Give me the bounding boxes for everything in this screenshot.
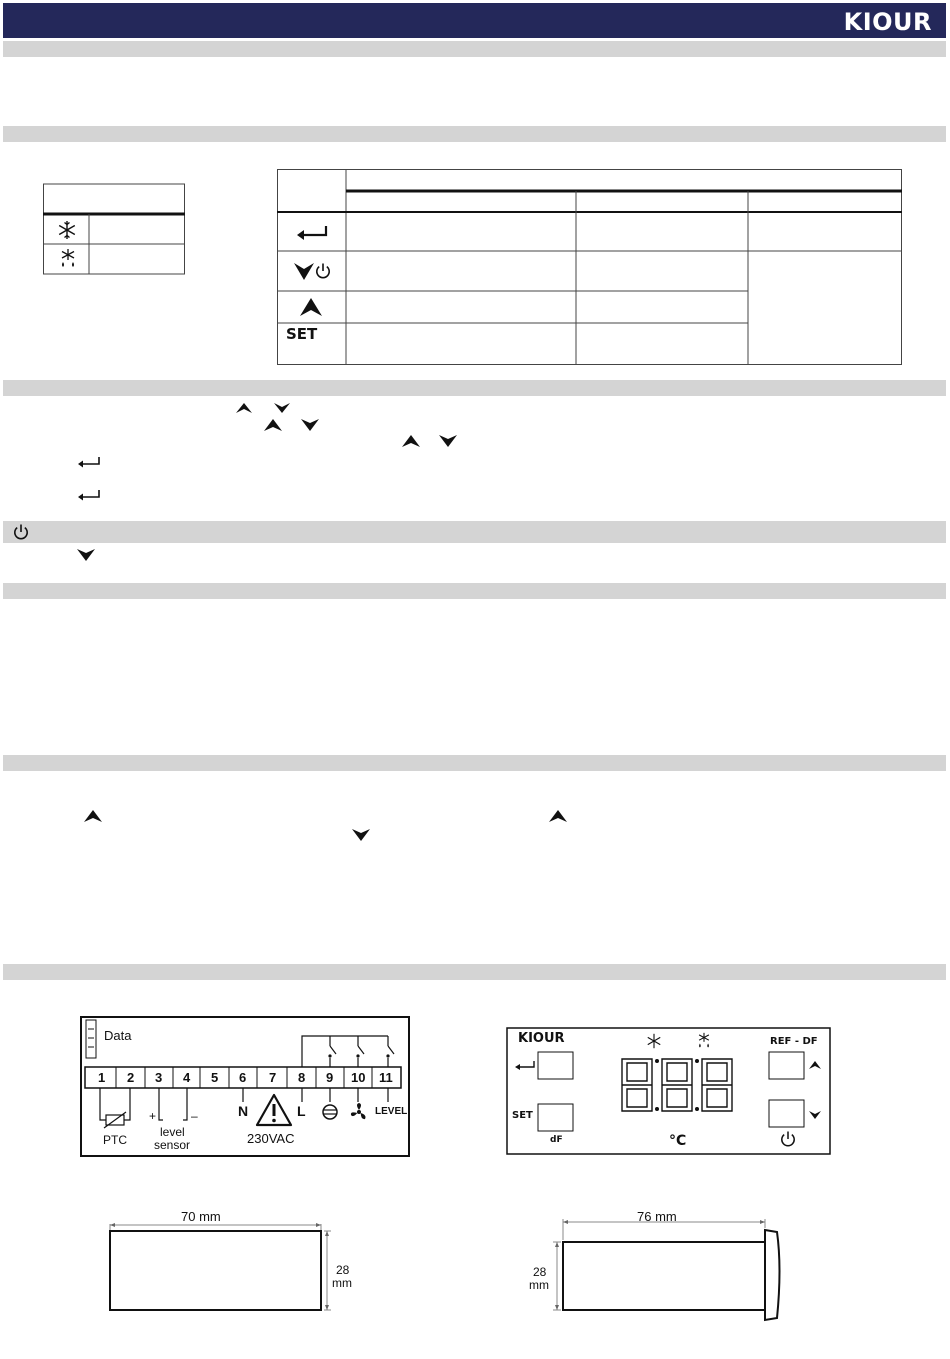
section-bar-2 — [3, 126, 946, 142]
df-label: dF — [550, 1135, 563, 1145]
section-bar-6 — [3, 964, 946, 980]
fan-icon — [349, 1102, 369, 1122]
minus-sign: – — [191, 1109, 198, 1123]
enter-arrow-icon — [77, 489, 101, 501]
set-key-label: SET — [286, 325, 318, 343]
terminal-9: 9 — [326, 1070, 334, 1085]
front-dimension-drawing — [105, 1208, 365, 1316]
terminal-6: 6 — [239, 1070, 247, 1085]
power-icon — [314, 262, 332, 280]
terminal-5: 5 — [211, 1070, 219, 1085]
front-height-label-1: 28 — [336, 1263, 350, 1277]
down-arrow-icon — [273, 402, 291, 414]
section-bar-5 — [3, 755, 946, 771]
plus-sign: + — [149, 1109, 157, 1123]
up-arrow-icon — [263, 418, 283, 432]
terminal-4: 4 — [183, 1070, 191, 1085]
down-arrow-icon — [808, 1110, 822, 1120]
terminal-8: 8 — [298, 1070, 306, 1085]
side-height-label-2: mm — [529, 1278, 549, 1292]
brand-logo: KIOUR — [843, 8, 932, 36]
defrost-icon — [57, 248, 79, 270]
down-arrow-icon — [293, 261, 315, 281]
unit-label: °C — [669, 1133, 687, 1149]
level-sensor-label-2: sensor — [154, 1138, 191, 1152]
snowflake-icon — [646, 1033, 662, 1049]
warning-icon — [255, 1093, 293, 1127]
panel-brand: KIOUR — [518, 1031, 565, 1046]
down-arrow-icon — [351, 828, 371, 842]
voltage-label: 230VAC — [247, 1131, 295, 1146]
up-arrow-icon — [401, 434, 421, 448]
terminal-2: 2 — [127, 1070, 135, 1085]
front-width-label: 70 mm — [181, 1209, 221, 1224]
front-height-label-2: mm — [332, 1276, 352, 1290]
side-width-label: 76 mm — [637, 1209, 677, 1224]
up-arrow-icon — [83, 809, 103, 823]
terminal-10: 10 — [351, 1070, 366, 1085]
key-function-table — [277, 169, 903, 366]
section-bar-4 — [3, 583, 946, 599]
section-bar-1 — [3, 41, 946, 57]
n-label: N — [238, 1103, 249, 1119]
terminal-11: 11 — [379, 1070, 393, 1085]
ref-df-label: REF - DF — [770, 1036, 818, 1047]
indicator-table — [43, 183, 185, 275]
section-bar-power — [3, 521, 946, 543]
side-dimension-drawing — [524, 1208, 794, 1328]
terminal-7: 7 — [269, 1070, 277, 1085]
compressor-icon — [320, 1103, 340, 1121]
data-label: Data — [104, 1028, 132, 1043]
wiring-diagram — [80, 1016, 410, 1157]
section-bar-3 — [3, 380, 946, 396]
terminal-1: 1 — [98, 1070, 106, 1085]
l-label: L — [297, 1103, 306, 1119]
enter-arrow-icon — [295, 224, 329, 240]
terminal-3: 3 — [155, 1070, 163, 1085]
header-bar — [3, 3, 946, 38]
panel-set-label: SET — [512, 1110, 533, 1121]
up-arrow-icon — [299, 297, 323, 317]
power-icon — [779, 1130, 797, 1148]
down-arrow-icon — [300, 418, 320, 432]
level-sensor-label-1: level — [160, 1125, 185, 1139]
enter-arrow-icon — [514, 1060, 536, 1070]
front-panel-diagram — [506, 1027, 831, 1155]
ptc-label: PTC — [103, 1133, 127, 1147]
level-label: LEVEL — [375, 1106, 408, 1117]
up-arrow-icon — [235, 402, 253, 414]
defrost-icon — [695, 1032, 713, 1050]
power-icon — [12, 523, 30, 541]
snowflake-icon — [57, 220, 77, 240]
up-arrow-icon — [548, 809, 568, 823]
down-arrow-icon — [438, 434, 458, 448]
up-arrow-icon — [808, 1060, 822, 1070]
side-height-label-1: 28 — [533, 1265, 547, 1279]
down-arrow-icon — [76, 548, 96, 562]
enter-arrow-icon — [77, 456, 101, 468]
